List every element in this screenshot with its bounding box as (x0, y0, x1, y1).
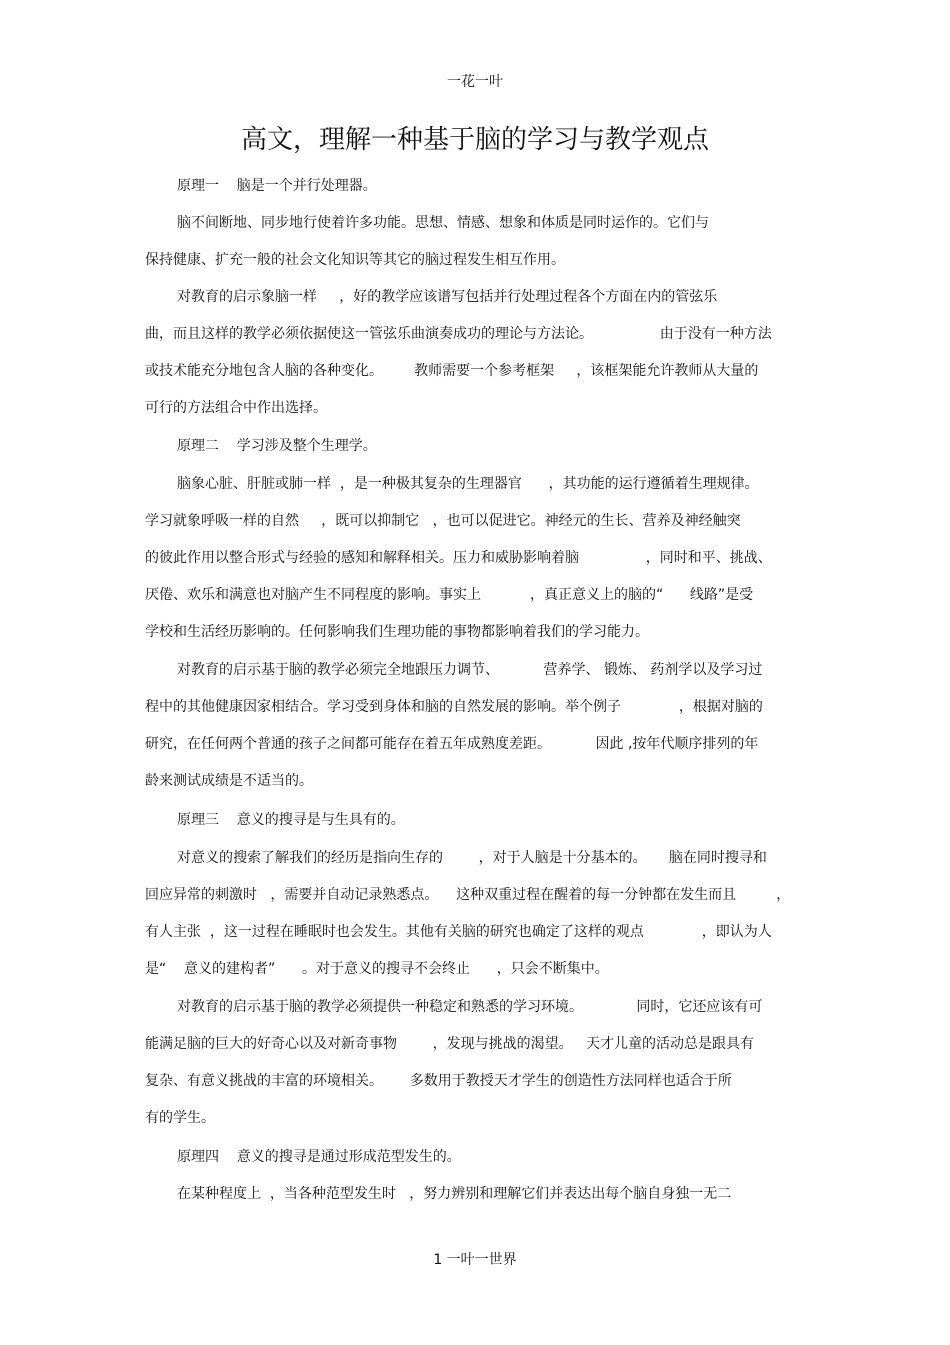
document-title: 高文，理解一种基于脑的学习与教学观点 (240, 125, 709, 155)
text-line: 能满足脑的巨大的好奇心以及对新奇事物 ，发现与挑战的渴望。 天才儿童的活动总是跟具有 (145, 1036, 754, 1052)
principle-2-heading: 原理二 学习涉及整个生理学。 (177, 438, 377, 454)
text-line: 程中的其他健康因家相结合。学习受到身体和脑的自然发展的影响。举个例子 ，根据对脑的 (145, 699, 763, 715)
text-line: 可行的方法组合中作出选择。 (145, 400, 327, 416)
text-line: 曲，而且这样的教学必须依据使这一管弦乐曲演奏成功的理论与方法论。 由于没有一种方法 (145, 326, 772, 342)
text-line: 学习就象呼吸一样的自然 ，既可以抑制它 ，也可以促进它。神经元的生长、营养及神经触突 (145, 513, 741, 529)
text-line: 脑象心脏、肝脏或肺一样 ，是一种极其复杂的生理器官 ，其功能的运行遵循着生理规律。 (177, 476, 759, 492)
text-line: 在某种程度上 ，当各种范型发生时 ，努力辨别和理解它们并表达出每个脑自身独一无二 (177, 1186, 732, 1202)
text-line: 有的学生。 (145, 1110, 215, 1126)
text-line: 保持健康、扩充一般的社会文化知识等其它的脑过程发生相互作用。 (145, 252, 565, 268)
text-line: 有人主张 ，这一过程在睡眠时也会发生。其他有关脑的研究也确定了这样的观点 ，即认为人 (145, 924, 772, 940)
principle-1-heading: 原理一 脑是一个并行处理器。 (177, 178, 377, 194)
text-line: 脑不间断地、同步地行使着许多功能。思想、情感、想象和体质是同时运作的。它们与 (177, 215, 709, 231)
text-line: 对教育的启示象脑一样 ，好的教学应该谱写包括并行处理过程各个方面在内的管弦乐 (177, 289, 718, 305)
page-footer: 1 一叶一世界 (433, 1252, 517, 1268)
text-line: 的彼此作用以整合形式与经验的感知和解释相关。压力和威胁影响着脑 ，同时和平、挑战、 (145, 550, 772, 566)
text-line: 或技术能充分地包含人脑的各种变化。 教师需要一个参考框架 ，该框架能允许教师从大量的 (145, 363, 759, 379)
principle-3-heading: 原理三 意义的搜寻是与生具有的。 (177, 812, 405, 828)
text-line: 对意义的搜索了解我们的经历是指向生存的 ，对于人脑是十分基本的。 脑在同时搜寻和 (177, 850, 767, 866)
text-line: 复杂、有意义挑战的丰富的环境相关。 多数用于教授天才学生的创造性方法同样也适合于所 (145, 1073, 732, 1089)
page-header: 一花一叶 (447, 74, 503, 90)
text-line: 厌倦、欢乐和满意也对脑产生不同程度的影响。事实上 ，真正意义上的脑的“ 线路”是受 (145, 587, 754, 603)
text-line: 学校和生活经历影响的。任何影响我们生理功能的事物都影响着我们的学习能力。 (145, 624, 649, 640)
text-line: 对教育的启示基于脑的教学必须提供一种稳定和熟悉的学习环境。 同时，它还应该有可 (177, 999, 763, 1015)
text-line: 龄来测试成绩是不适当的。 (145, 773, 313, 789)
text-line: 回应异常的刺激时 ，需要并自动记录熟悉点。 这种双重过程在醒着的每一分钟都在发生而且 ， (145, 887, 791, 903)
principle-4-heading: 原理四 意义的搜寻是通过形成范型发生的。 (177, 1149, 461, 1165)
text-line: 研究，在任何两个普通的孩子之间都可能存在着五年成熟度差距。 因此 ,按年代顺序排列的年 (145, 736, 759, 752)
text-line: 是“ 意义的建构者” 。对于意义的搜寻不会终止 ，只会不断集中。 (145, 961, 609, 977)
text-line: 对教育的启示基于脑的教学必须完全地跟压力调节、 营养学、 锻炼、 药剂学以及学习过 (177, 662, 763, 678)
